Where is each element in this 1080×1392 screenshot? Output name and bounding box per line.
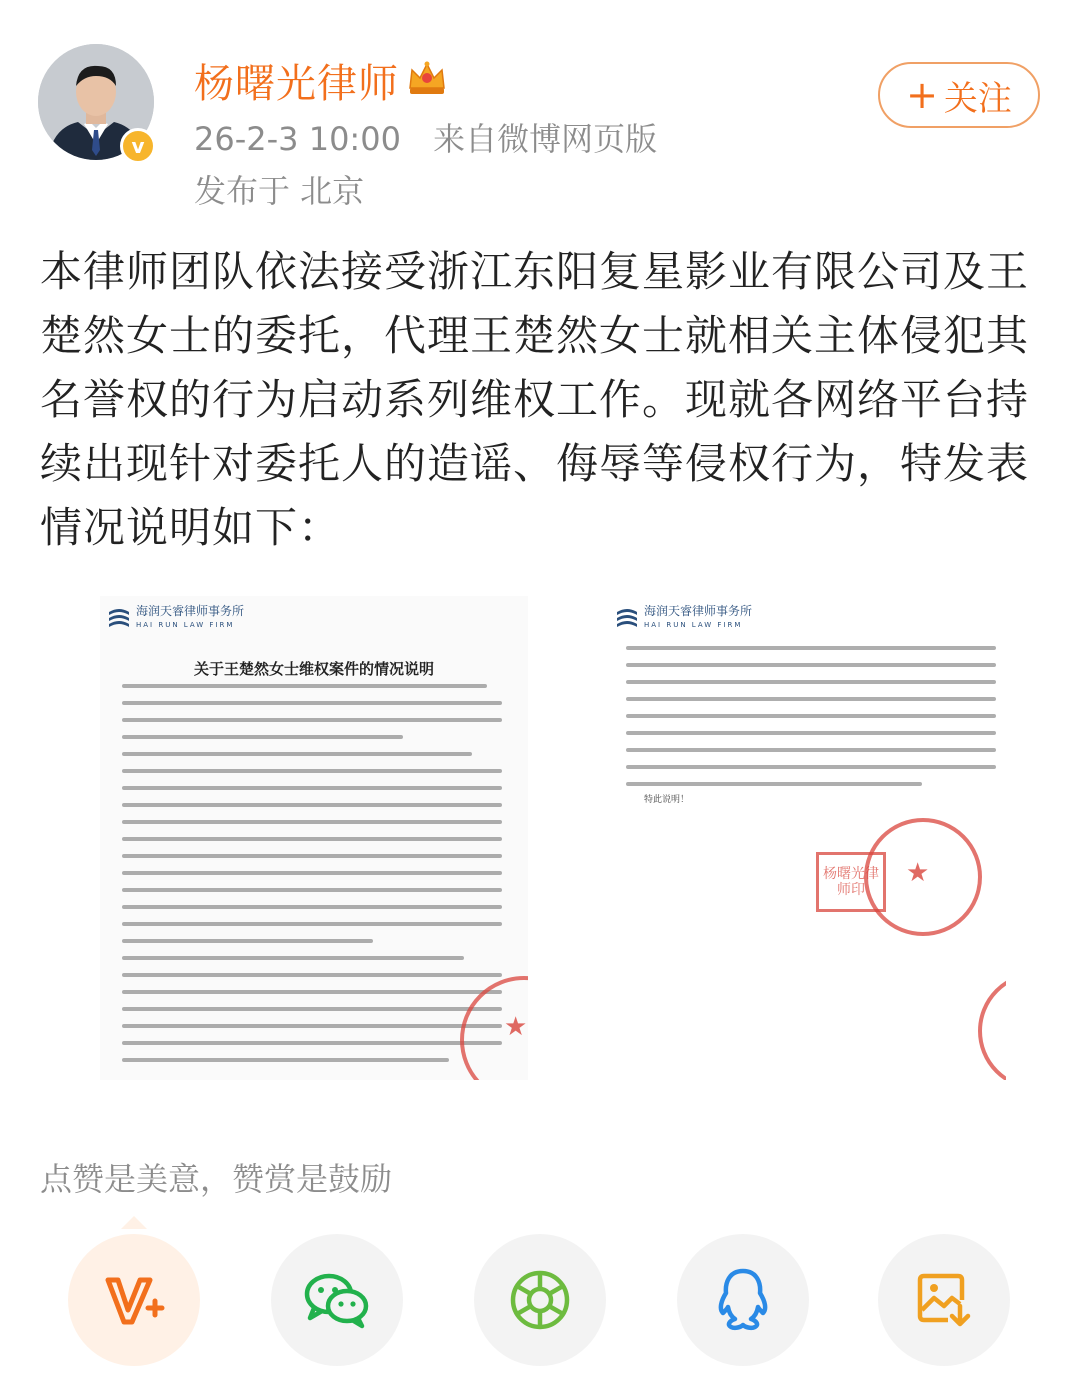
reward-button[interactable] [68,1234,200,1366]
post-source: 来自微博网页版 [433,120,658,158]
save-image-icon [914,1270,974,1330]
share-wechat-button[interactable] [271,1234,403,1366]
share-qq-button[interactable] [677,1234,809,1366]
firm-logo-icon [616,608,638,628]
follow-button[interactable] [878,62,1040,128]
post-location: 发布于 北京 [194,172,365,210]
firm-logo [616,604,752,632]
document-text-lines [626,646,996,799]
share-moments-button[interactable] [474,1234,606,1366]
verified-badge-icon: v [120,128,156,164]
seal-star-icon: ★ [504,1012,528,1042]
firm-name-en: HAI RUN LAW FIRM [644,621,743,629]
post-header [0,0,1080,220]
author-name[interactable]: 杨曙光律师 [194,61,399,107]
red-seal [978,972,1006,1080]
qq-icon [715,1267,771,1333]
firm-logo [108,604,244,632]
moments-icon [508,1268,572,1332]
crown-icon[interactable] [406,58,448,98]
follow-label: 关注 [943,78,1012,119]
post-meta [194,114,679,160]
document-text-lines [122,684,502,1075]
wechat-icon [302,1270,372,1330]
firm-logo-icon [108,608,130,628]
firm-name-en: HAI RUN LAW FIRM [136,621,235,629]
document-closing: 特此说明！ [644,795,690,805]
document-title: 关于王楚然女士维权案件的情况说明 [193,660,434,678]
save-image-button[interactable] [878,1234,1010,1366]
document-image-page-1[interactable] [100,596,528,1080]
seal-star-icon: ★ [906,858,930,888]
attached-images [100,596,1000,1080]
firm-name: 海润天睿律师事务所 [644,604,753,618]
document-image-page-2[interactable] [608,596,1006,1080]
pointer-icon [121,1216,147,1229]
lawyer-name-stamp: 杨曙光律师印 [816,852,886,912]
v-plus-icon [102,1272,166,1328]
post-body: 本律师团队依法接受浙江东阳复星影业有限公司及王楚然女士的委托，代理王楚然女士就相关主体侵犯其名誉权的行为启动系列维权工作。现就各网络平台持续出现针对委托人的造谣、侮辱等侵权行为，特发表情况说明如下： [40,247,1030,552]
share-bar [0,1210,1080,1392]
plus-icon: + [906,73,938,117]
reward-prompt: 点赞是美意，赞赏是鼓励 [40,1160,393,1198]
post-datetime: 26-2-3 10:00 [194,120,401,158]
firm-name: 海润天睿律师事务所 [136,604,245,618]
